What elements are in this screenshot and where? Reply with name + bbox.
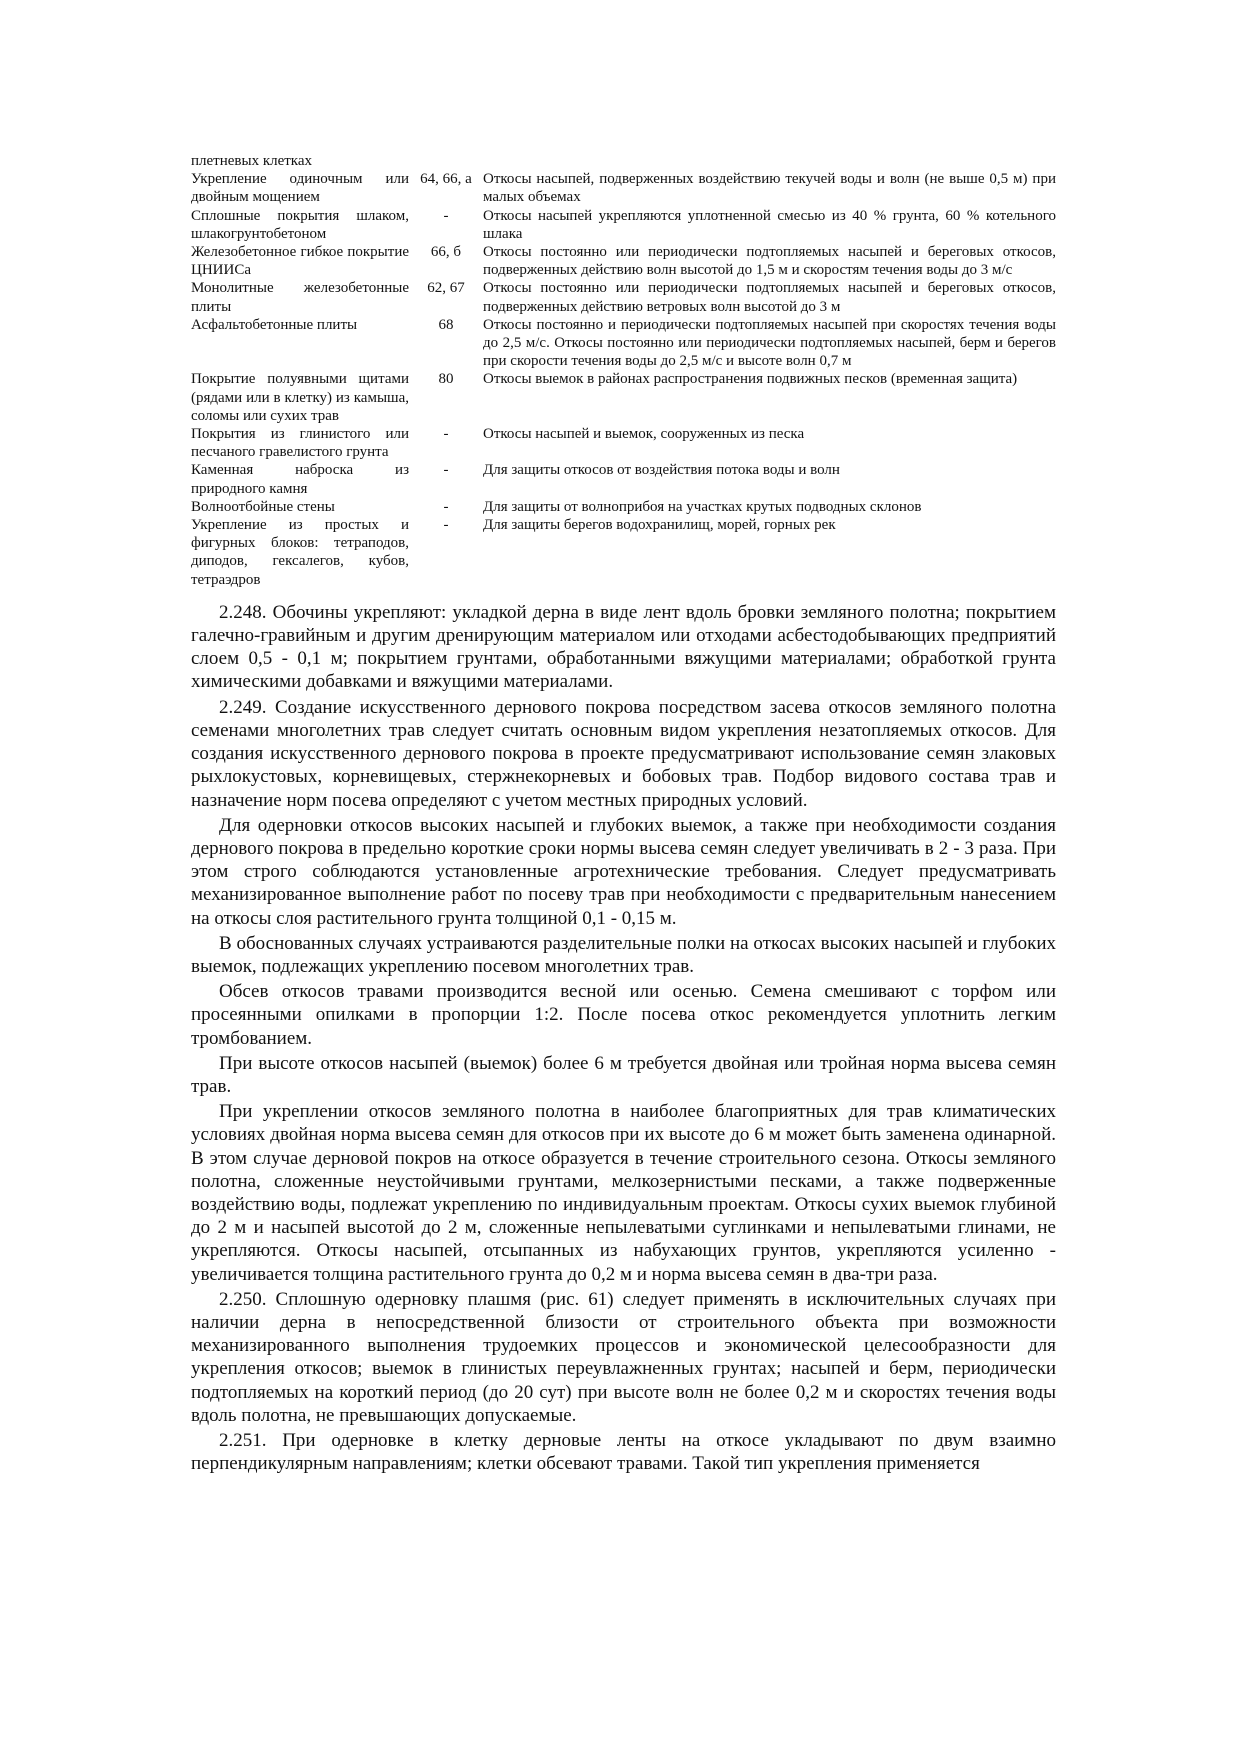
cell-protection-type: Монолитные железобетонные плиты [191, 280, 409, 315]
cell-application: Откосы постоянно или периодически подтопляемых насыпей и береговых откосов, подверженных действию волн высотой до 1,5 м и скоростям течения воды до 3 м/с [483, 244, 1056, 279]
cell-figure-ref: - [443, 462, 449, 479]
cell-application: Откосы насыпей, подверженных воздействию текучей воды и волн (не выше 0,5 м) при малых объемах [483, 171, 1056, 206]
table-row [191, 279, 1056, 315]
table-row [191, 370, 1056, 425]
paragraph-2-251: 2.251. При одерновке в клетку дерновые ленты на откосе укладывают по двум взаимно перпендикулярным направлениям; клетки обсевают травами. Такой тип укрепления применяется [191, 1429, 1056, 1475]
cell-figure-ref: 64, 66, а [420, 171, 472, 188]
paragraph-2-250: 2.250. Сплошную одерновку плашмя (рис. 61) следует применять в исключительных случаях при наличии дерна в непосредственной близости от строительного объекта при возможности механизированного выполнения трудоемких процессов и экономической целесообразности для укрепления откосов; выемок в глинистых переувлажненных грунтах; насыпей и берм, периодически подтопляемых на короткий период (до 20 сут) при высоте волн не более 0,2 м и скоростях течения воды вдоль полотна, не превышающих допускаемые. [191, 1288, 1056, 1426]
slope-protection-table [191, 152, 1056, 589]
table-row [191, 170, 1056, 206]
cell-protection-type: Укрепление одиночным или двойным мощением [191, 171, 409, 206]
paragraph: Для одерновки откосов высоких насыпей и глубоких выемок, а также при необходимости создания дернового покрова в предельно короткие сроки нормы высева семян следует увеличивать в 2 - 3 раза. При этом строго соблюдаются установленные агротехнические требования. Следует предусматривать механизированное выполнение работ по посеву трав при необходимости с предварительным нанесением на откосы слоя растительного грунта толщиной 0,1 - 0,15 м. [191, 814, 1056, 929]
table-row [191, 207, 1056, 243]
cell-figure-ref: 62, 67 [427, 280, 465, 297]
cell-figure-ref: 68 [438, 316, 454, 333]
cell-figure-ref [409, 152, 483, 170]
paragraph: При высоте откосов насыпей (выемок) более 6 м требуется двойная или тройная норма высева семян трав. [191, 1052, 1056, 1097]
cell-application: Откосы постоянно или периодически подтопляемых насыпей и береговых откосов, подверженных действию ветровых волн высотой до 3 м [483, 280, 1056, 315]
cell-application: Для защиты откосов от воздействия потока воды и волн [483, 462, 840, 479]
table-row [191, 498, 1056, 516]
cell-figure-ref: - [443, 517, 449, 534]
table-row [191, 425, 1056, 461]
cell-application: Для защиты от волноприбоя на участках крутых подводных склонов [483, 498, 922, 515]
paragraph: При укреплении откосов земляного полотна в наиболее благоприятных для трав климатических условиях двойная норма высева семян для откосов при их высоте до 6 м может быть заменена одинарной. В этом случае дерновой покров на откосе образуется в течение строительного сезона. Откосы земляного полотна, сложенные неустойчивыми грунтами, мелкозернистыми песками, а также подверженные воздействию воды, подлежат укреплению по индивидуальным проектам. Откосы сухих выемок глубиной до 2 м и насыпей высотой до 2 м, сложенные непылеватыми суглинками и непылеватыми глинами, не укрепляются. Откосы насыпей, отсыпанных из набухающих грунтов, укрепляются усиленно - увеличивается толщина растительного грунта до 0,2 м и норма высева семян в два-три раза. [191, 1101, 1056, 1285]
cell-application: Откосы постоянно и периодически подтопляемых насыпей при скоростях течения воды до 2,5 м/с. Откосы постоянно или периодически подтопляемых насыпей, берм и берегов при скорости течения воды до 2,5 м/с и высоте волн 0,7 м [483, 316, 1056, 370]
cell-figure-ref: 80 [438, 371, 454, 388]
page-content [191, 152, 1056, 1477]
cell-application: Откосы выемок в районах распространения подвижных песков (временная защита) [483, 371, 1018, 388]
cell-protection-type: Железобетонное гибкое покрытие ЦНИИСа [191, 244, 409, 279]
cell-application: Откосы насыпей и выемок, сооруженных из песка [483, 426, 805, 443]
cell-figure-ref: - [443, 498, 449, 515]
body-text [191, 601, 1056, 1476]
cell-protection-type: Покрытия из глинистого или песчаного гравелистого грунта [191, 426, 409, 461]
cell-protection-type: Покрытие полуявными щитами (рядами или в клетку) из камыша, соломы или сухих трав [191, 371, 409, 424]
table-row [191, 461, 1056, 497]
table-row [191, 516, 1056, 589]
cell-application [483, 152, 1056, 170]
paragraph-2-249: 2.249. Создание искусственного дернового покрова посредством засева откосов земляного полотна семенами многолетних трав следует считать основным видом укрепления незатопляемых откосов. Для создания искусственного дернового покрова в проекте предусматривают использование семян злаковых рыхлокустовых, корневищевых, стержнекорневых и бобовых трав. Подбор видового состава трав и назначение норм посева определяют с учетом местных природных условий. [191, 696, 1056, 811]
cell-protection-type: Сплошные покрытия шлаком, шлакогрунтобетоном [191, 207, 409, 242]
paragraph-2-248: 2.248. Обочины укрепляют: укладкой дерна в виде лент вдоль бровки земляного полотна; покрытием галечно-гравийным и другим дренирующим материалом или отходами асбестодобывающих предприятий слоем 0,5 - 0,1 м; покрытием грунтами, обработанными вяжущими материалами; обработкой грунта химическими добавками и вяжущими материалами. [191, 601, 1056, 693]
cell-figure-ref: - [443, 426, 449, 443]
table-row [191, 243, 1056, 279]
table-row [191, 316, 1056, 371]
paragraph: В обоснованных случаях устраиваются разделительные полки на откосах высоких насыпей и глубоких выемок, подлежащих укреплению посевом многолетних трав. [191, 932, 1056, 977]
cell-protection-type: Укрепление из простых и фигурных блоков: тетраподов, диподов, гексалегов, кубов, тетраэдров [191, 517, 409, 588]
paragraph: Обсев откосов травами производится весной или осенью. Семена смешивают с торфом или просеянными опилками в пропорции 1:2. После посева откос рекомендуется уплотнить легким тромбованием. [191, 981, 1056, 1049]
table-row [191, 152, 1056, 170]
cell-application: Откосы насыпей укрепляются уплотненной смесью из 40 % грунта, 60 % котельного шлака [483, 207, 1056, 242]
cell-application: Для защиты берегов водохранилищ, морей, горных рек [483, 517, 836, 534]
cell-protection-type: Каменная наброска из природного камня [191, 462, 409, 497]
cell-figure-ref: - [443, 207, 449, 224]
cell-protection-type: Волноотбойные стены [191, 498, 335, 515]
cell-protection-type: Асфальтобетонные плиты [191, 316, 358, 333]
cell-figure-ref: 66, б [430, 244, 462, 261]
cell-protection-type: плетневых клетках [191, 153, 313, 169]
